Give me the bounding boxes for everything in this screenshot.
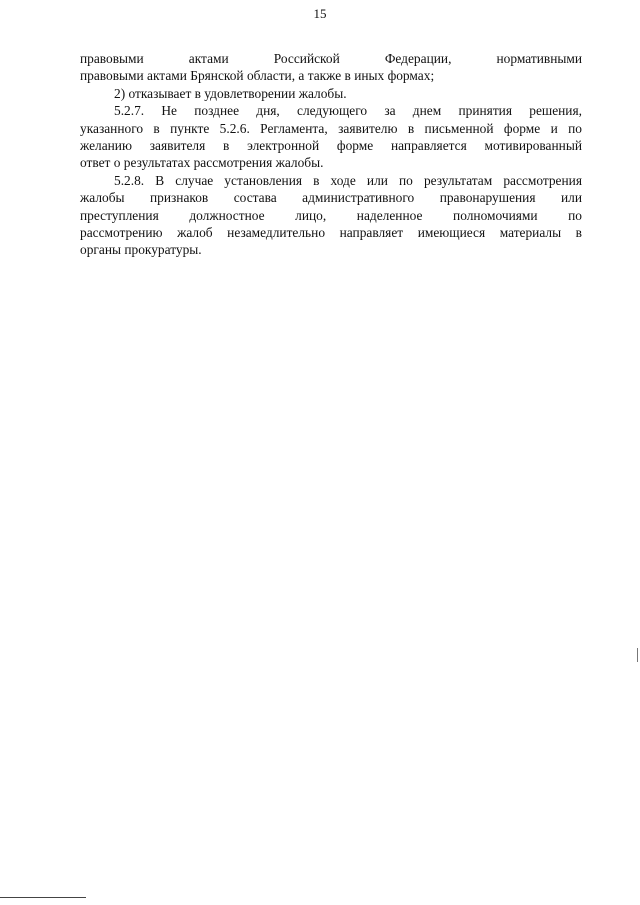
text-line: указанного в пункте 5.2.6. Регламента, заявителю в письменной форме и по	[80, 120, 582, 136]
footer-rule	[0, 897, 86, 898]
text-line: правовыми актами Российской Федерации, нормативными	[80, 51, 582, 66]
text-line: рассмотрению жалоб незамедлительно направляет имеющиеся материалы в	[80, 225, 582, 241]
text-line: ответ о результатах рассмотрения жалобы.	[80, 155, 324, 171]
paragraph-start: 5.2.7. Не позднее дня, следующего за днем принятия решения,	[114, 103, 582, 119]
scan-edge-mark	[637, 648, 638, 662]
page-number: 15	[313, 6, 327, 21]
text-line: органы прокуратуры.	[80, 242, 202, 258]
list-item: 2) отказывает в удовлетворении жалобы.	[114, 85, 347, 101]
paragraph-start: 5.2.8. В случае установления в ходе или по результатам рассмотрения	[114, 172, 582, 188]
text-line: преступления должностное лицо, наделенное полномочиями по	[80, 207, 582, 223]
text-line: правовыми актами Брянской области, а также в иных формах;	[80, 68, 435, 84]
text-line: желанию заявителя в электронной форме направляется мотивированный	[80, 138, 582, 154]
document-body	[80, 50, 582, 259]
text-line: жалобы признаков состава административного правонарушения или	[80, 190, 582, 206]
